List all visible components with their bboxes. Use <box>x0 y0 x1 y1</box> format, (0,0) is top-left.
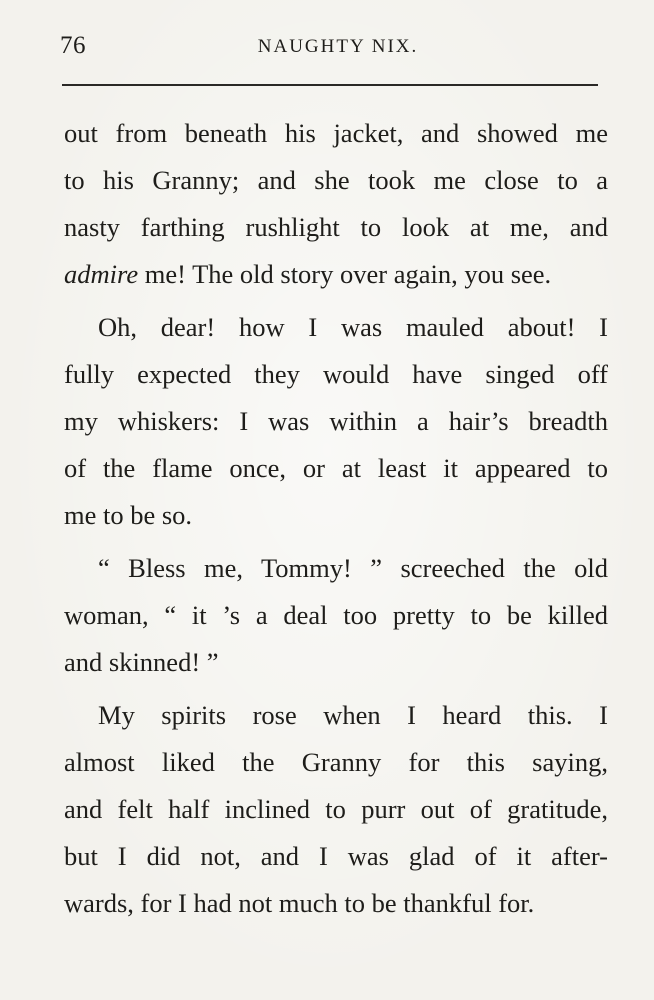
text-line: but I did not, and I was glad of it after- <box>64 841 608 871</box>
text-line: out from beneath his jacket, and showed me <box>64 118 608 148</box>
running-title: NAUGHTY NIX. <box>257 36 419 57</box>
text-line-rest: me! The old story over again, you see. <box>138 259 552 289</box>
text-line: and felt half inclined to purr out of gratitude, <box>64 794 608 824</box>
text-line: “ Bless me, Tommy! ” screeched the old <box>98 553 608 583</box>
paragraph <box>64 692 608 927</box>
emphasized-word: admire <box>64 259 139 289</box>
header-rule <box>62 84 598 86</box>
text-line: of the flame once, or at least it appeared to <box>64 453 608 483</box>
body-text <box>64 110 608 927</box>
text-line: me to be so. <box>64 500 193 530</box>
text-line: nasty farthing rushlight to look at me, and <box>64 212 608 242</box>
text-line: and skinned! ” <box>64 647 219 677</box>
text-line: My spirits rose when I heard this. I <box>98 700 608 730</box>
text-line: to his Granny; and she took me close to a <box>64 165 608 195</box>
text-line: Oh, dear! how I was mauled about! I <box>98 312 608 342</box>
text-line: woman, “ it ’s a deal too pretty to be killed <box>64 600 608 630</box>
paragraph <box>64 545 608 686</box>
paragraph <box>64 110 608 298</box>
text-line: my whiskers: I was within a hair’s breadth <box>64 406 608 436</box>
paragraph <box>64 304 608 539</box>
text-line: almost liked the Granny for this saying, <box>64 747 608 777</box>
text-line <box>64 251 608 298</box>
text-line: fully expected they would have singed off <box>64 359 608 389</box>
text-line: wards, for I had not much to be thankful for. <box>64 888 535 918</box>
page-header <box>60 30 600 70</box>
page-number: 76 <box>60 32 86 59</box>
